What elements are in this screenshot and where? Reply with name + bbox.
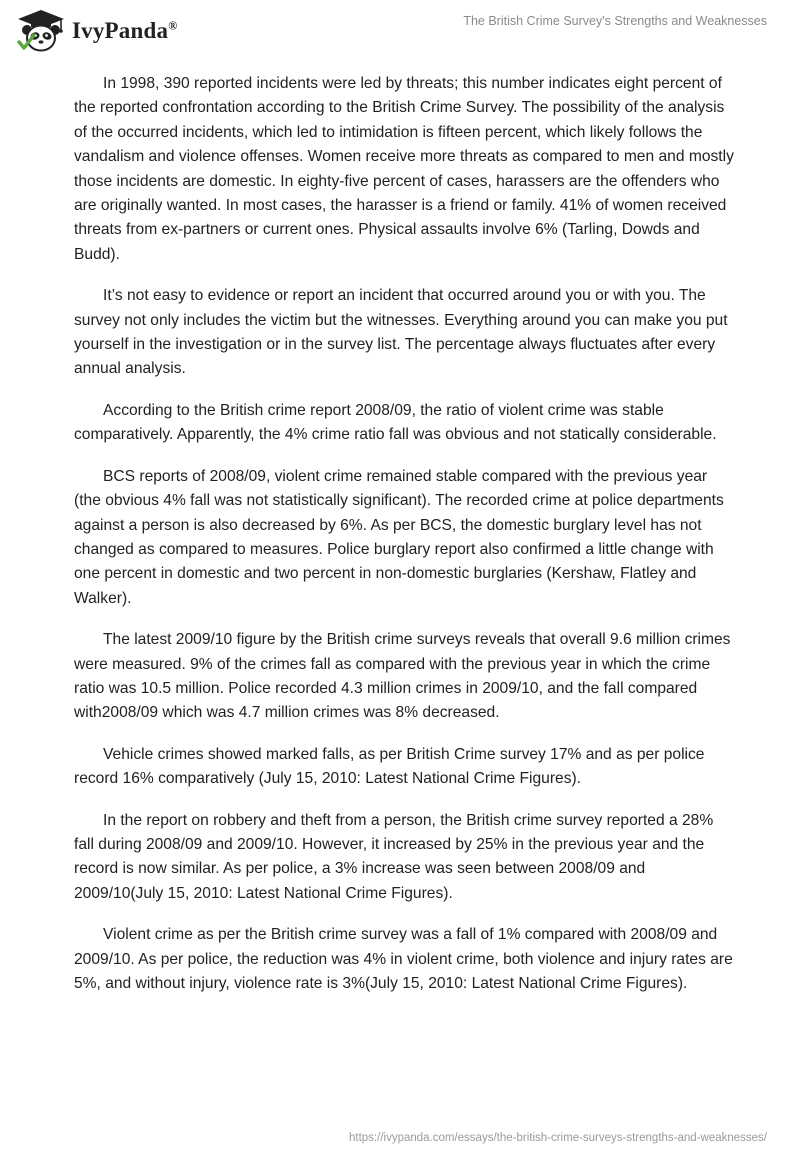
paragraph: According to the British crime report 2008/09, the ratio of violent crime was stable comparatively. Apparently, the 4% crime ratio fall was obvious and not statically considerable. bbox=[74, 401, 717, 444]
ivypanda-logo[interactable] bbox=[14, 8, 177, 54]
brand-name: IvyPanda® bbox=[72, 18, 178, 43]
paragraph: Vehicle crimes showed marked falls, as per British Crime survey 17% and as per police record 16% comparatively (July 15, 2010: Latest National Crime Figures). bbox=[74, 745, 705, 788]
paragraph: Violent crime as per the British crime survey was a fall of 1% compared with 2008/09 and 2009/10. As per police, the reduction was 4% in violent crime, both violence and injury rates are 5%, and without injury, violence rate is 3%(July 15, 2010: Latest National Crime Figures). bbox=[74, 926, 733, 992]
page-header bbox=[0, 0, 800, 70]
registered-mark: ® bbox=[168, 18, 178, 33]
paragraph: The latest 2009/10 figure by the British crime surveys reveals that overall 9.6 million crimes were measured. 9% of the crimes fall as compared with the previous year in which the crime ratio was 10.5 million. Police recorded 4.3 million crimes in 2009/10, and the fall compared with2008/09 which was 4.7 million crimes was 8% decreased. bbox=[74, 631, 731, 722]
essay-body bbox=[74, 72, 734, 1013]
paragraph: BCS reports of 2008/09, violent crime remained stable compared with the previous year (the obvious 4% fall was not statistically significant). The recorded crime at police departments against a person is also decreased by 6%. As per BCS, the domestic burglary level has not changed as compared to measures. Police burglary report also confirmed a little change with one percent in domestic and two percent in non-domestic burglaries (Kershaw, Flatley and Walker). bbox=[74, 467, 724, 607]
paragraph: It’s not easy to evidence or report an incident that occurred around you or with you. The survey not only includes the victim but the witnesses. Everything around you can make you put yourself in the investigation or in the survey list. The percentage always fluctuates after every annual analysis. bbox=[74, 287, 728, 378]
document-title: The British Crime Survey's Strengths and Weaknesses bbox=[463, 14, 767, 28]
panda-graduate-icon bbox=[14, 8, 68, 54]
source-url[interactable]: https://ivypanda.com/essays/the-british-crime-surveys-strengths-and-weaknesses/ bbox=[349, 1132, 767, 1144]
paragraph: In the report on robbery and theft from a person, the British crime survey reported a 28% fall during 2008/09 and 2009/10. However, it increased by 25% in the previous year and the record is now similar. As per police, a 3% increase was seen between 2008/09 and 2009/10(July 15, 2010: Latest National Crime Figures). bbox=[74, 811, 714, 902]
paragraph: In 1998, 390 reported incidents were led by threats; this number indicates eight percent of the reported confrontation according to the British Crime Survey. The possibility of the analysis of the occurred incidents, which led to intimidation is fifteen percent, which likely follows the vandalism and violence offenses. Women receive more threats as compared to men and mostly those incidents are domestic. In eighty-five percent of cases, harassers are the offenders who are originally wanted. In most cases, the harasser is a friend or family. 41% of women received threats from ex-partners or current ones. Physical assaults involve 6% (Tarling, Dowds and Budd). bbox=[74, 75, 734, 263]
